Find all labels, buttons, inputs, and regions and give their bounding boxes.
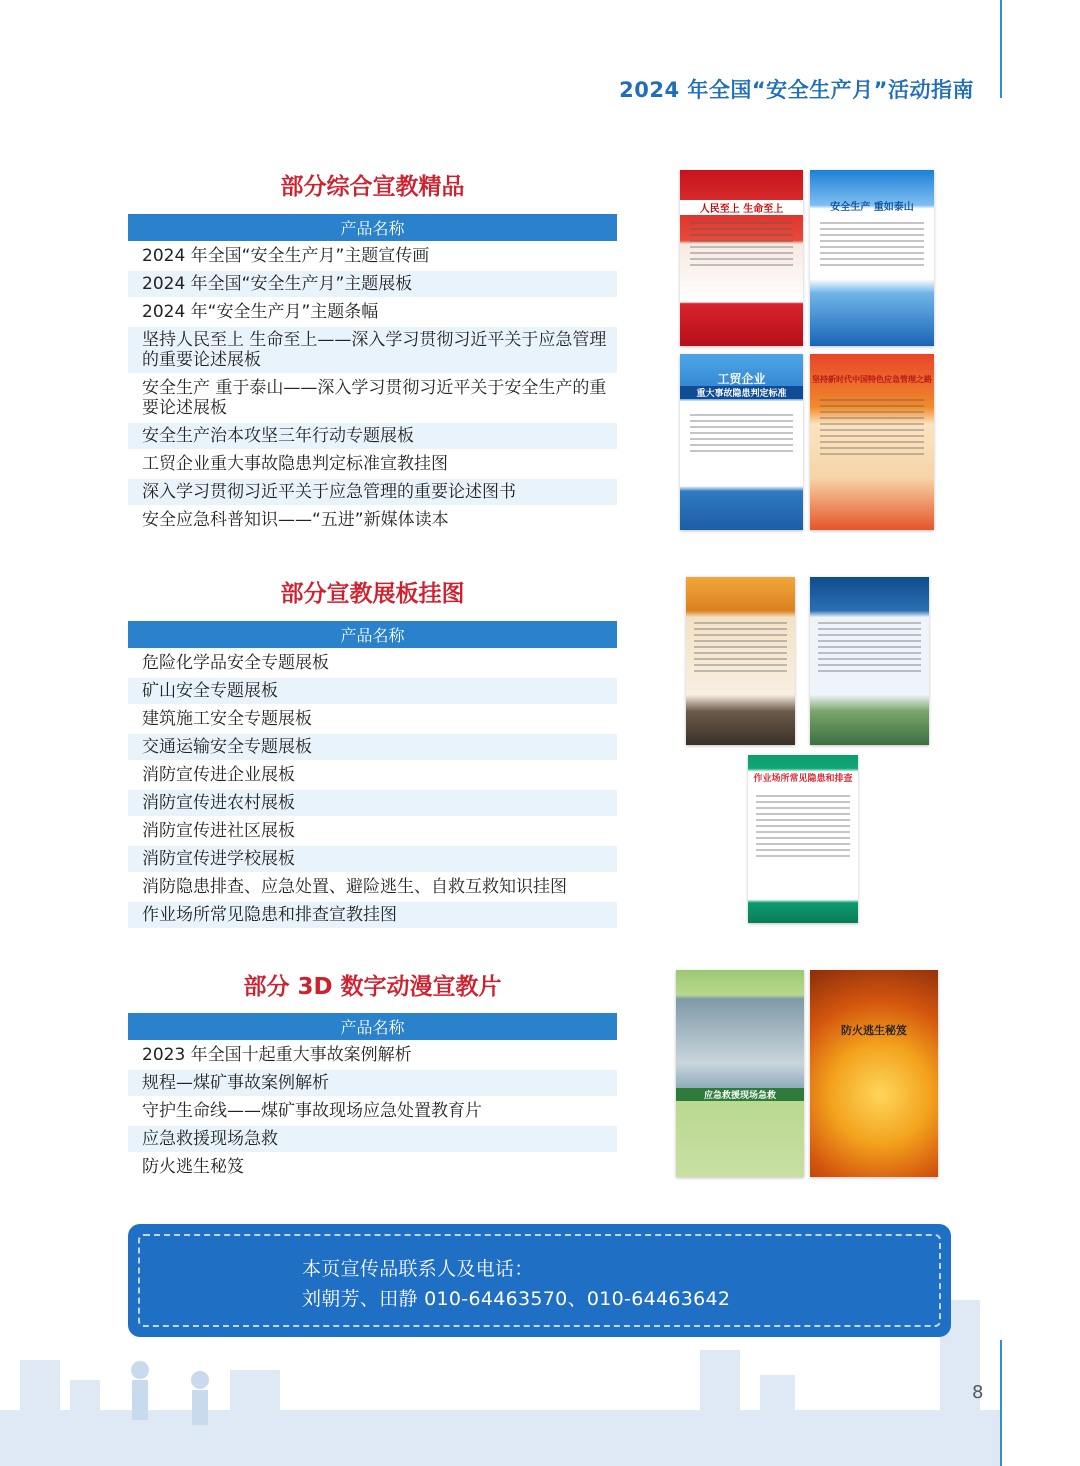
product-table-2 [128,621,617,928]
product-table-1 [128,214,617,533]
poster-image-5 [686,577,795,745]
poster-title: 作业场所常见隐患和排查 [753,774,853,784]
poster-image-1 [680,170,803,346]
table-row: 2024 年“安全生产月”主题条幅 [128,298,617,326]
poster-title: 工贸企业 [717,372,766,386]
table-row: 工贸企业重大事故隐患判定标准宣教挂图 [128,450,617,478]
poster-title: 安全生产 重如泰山 [830,202,914,213]
table-row: 应急救援现场急救 [128,1125,617,1153]
table-row: 消防宣传进学校展板 [128,845,617,873]
table-row: 2024 年全国“安全生产月”主题宣传画 [128,242,617,270]
header-rule [1000,0,1002,98]
contact-label: 本页宣传品联系人及电话： [302,1258,534,1280]
contact-box [128,1224,951,1337]
product-table-3 [128,1013,617,1180]
section-title-1: 部分综合宣教精品 [280,174,465,200]
table-row: 消防隐患排查、应急处置、避险逃生、自救互救知识挂图 [128,873,617,901]
table-row: 消防宣传进社区展板 [128,817,617,845]
poster-title: 坚持新时代中国特色应急管理之路 [812,375,932,384]
footer-rule [1000,1340,1002,1466]
poster-image-8 [676,970,804,1177]
table-row: 矿山安全专题展板 [128,677,617,705]
section-title-2: 部分宣教展板挂图 [280,581,465,607]
column-header: 产品名称 [128,1013,617,1041]
table-row: 安全生产 重于泰山——深入学习贯彻习近平关于安全生产的重要论述展板 [128,374,617,422]
column-header: 产品名称 [128,621,617,649]
table-row: 守护生命线——煤矿事故现场应急处置教育片 [128,1097,617,1125]
poster-image-3 [680,354,803,530]
section-title-3: 部分 3D 数字动漫宣教片 [243,974,502,1000]
column-header: 产品名称 [128,214,617,242]
poster-image-4 [810,354,934,530]
poster-image-2 [810,170,934,346]
table-row: 交通运输安全专题展板 [128,733,617,761]
contact-border [138,1234,941,1327]
table-row: 作业场所常见隐患和排查宣教挂图 [128,901,617,928]
poster-image-6 [810,577,929,745]
poster-image-9 [810,970,938,1177]
table-row: 安全生产治本攻坚三年行动专题展板 [128,422,617,450]
poster-subtitle: 重大事故隐患判定标准 [680,386,803,399]
poster-title: 应急救援现场急救 [676,1088,804,1101]
table-row: 2024 年全国“安全生产月”主题展板 [128,270,617,298]
table-row: 建筑施工安全专题展板 [128,705,617,733]
table-row: 防火逃生秘笈 [128,1153,617,1180]
table-row: 危险化学品安全专题展板 [128,649,617,677]
table-row: 消防宣传进农村展板 [128,789,617,817]
table-row: 2023 年全国十起重大事故案例解析 [128,1041,617,1069]
poster-title: 防火逃生秘笈 [841,1024,907,1037]
table-row: 消防宣传进企业展板 [128,761,617,789]
page-number: 8 [972,1382,984,1403]
table-row: 安全应急科普知识——“五进”新媒体读本 [128,506,617,533]
header-title: 2024 年全国“安全生产月”活动指南 [619,78,974,102]
table-row: 坚持人民至上 生命至上——深入学习贯彻习近平关于应急管理的重要论述展板 [128,326,617,374]
poster-image-7 [748,755,858,923]
table-row: 深入学习贯彻习近平关于应急管理的重要论述图书 [128,478,617,506]
contact-phones: 刘朝芳、田静 010-64463570、010-64463642 [302,1288,731,1310]
poster-title: 人民至上 生命至上 [680,200,803,215]
table-row: 规程—煤矿事故案例解析 [128,1069,617,1097]
